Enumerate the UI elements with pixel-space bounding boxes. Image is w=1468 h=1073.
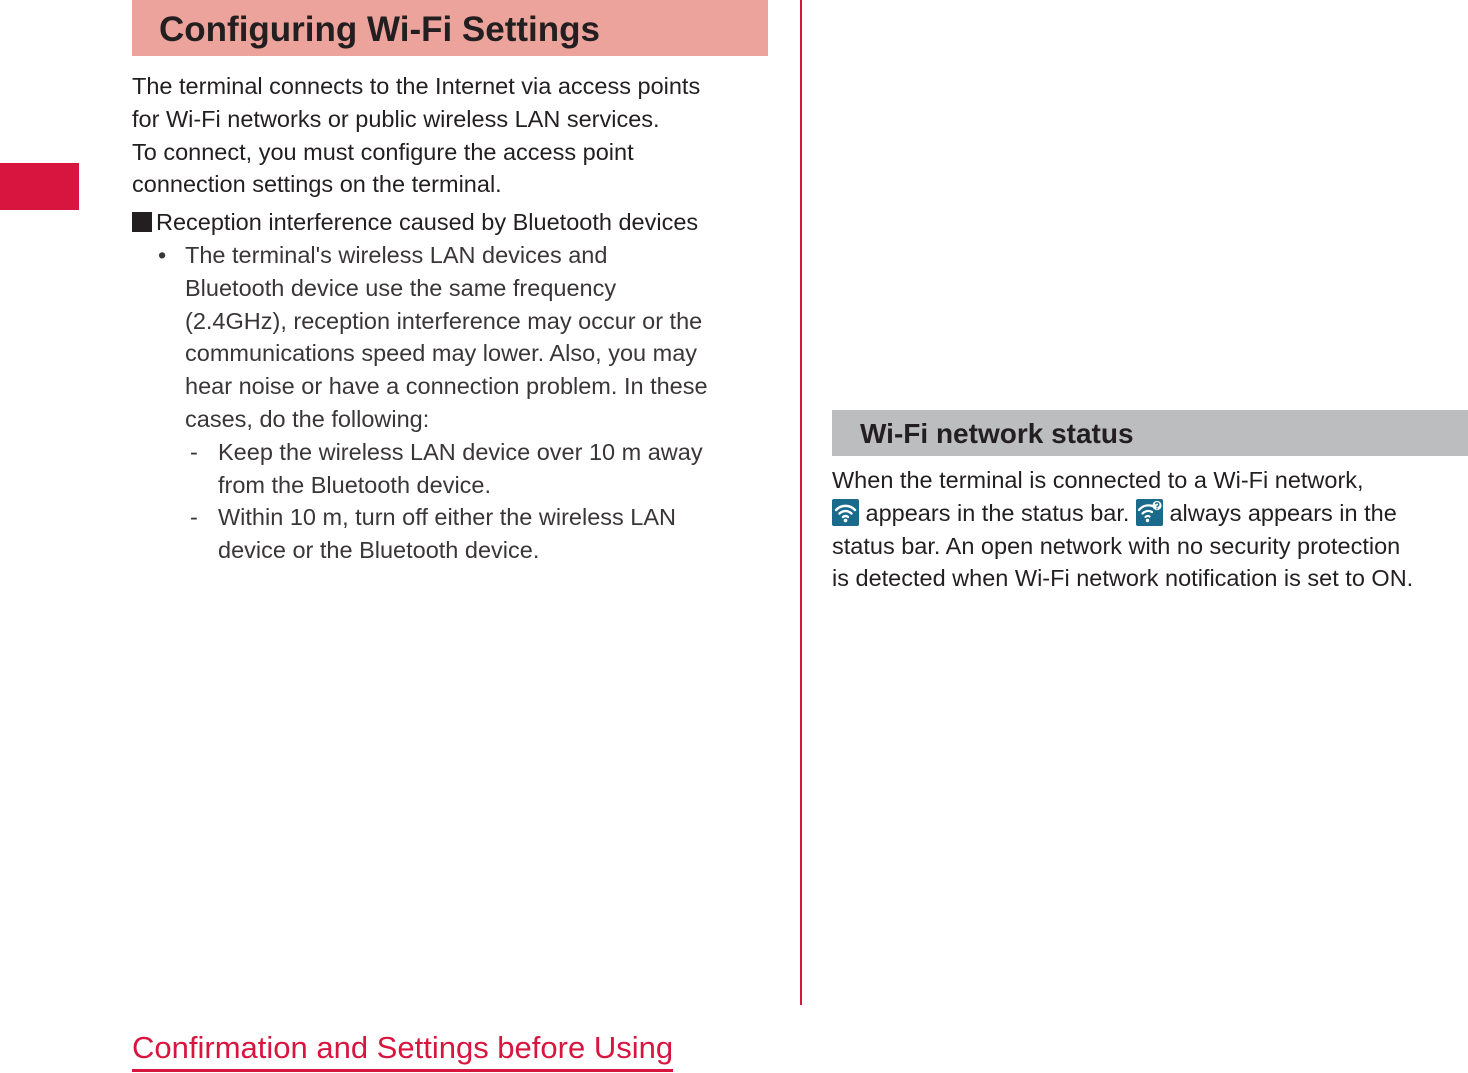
dash-line [132,501,768,534]
chapter-tab [0,163,79,210]
status-paragraph [832,464,1468,595]
section-heading: Wi-Fi network status [832,410,1468,456]
dash-mark: - [190,438,198,465]
status-line: When the terminal is connected to a Wi-Fi network, [832,467,1364,493]
note-title-text: Reception interference caused by Bluetooth devices [156,209,699,236]
dash-line [132,436,768,469]
intro-line: connection settings on the terminal. [132,171,502,198]
bullet-line [132,239,768,272]
intro-line: The terminal connects to the Internet via access points [132,73,701,99]
status-line: status bar. An open network with no security protection [832,532,1401,559]
bullet-line: Bluetooth device use the same frequency [185,274,617,301]
column-divider [800,0,802,1005]
status-text-segment: appears in the status bar. [859,499,1136,526]
intro-line: To connect, you must configure the access point [132,138,634,165]
wifi-open-network-icon [1136,499,1163,526]
note-title [132,206,768,239]
square-bullet-icon [132,212,152,232]
status-line [832,497,1468,530]
intro-paragraph [132,70,768,201]
status-text-segment: always appears in the [1162,499,1397,526]
dash-mark: - [190,504,198,531]
bullet-dot-icon: • [158,241,167,268]
bullet-text: The terminal's wireless LAN devices and [185,241,608,268]
bullet-line: hear noise or have a connection problem. In these [185,373,708,400]
bullet-line: communications speed may lower. Also, you may [185,340,698,367]
wifi-connected-icon [832,499,859,526]
dash-text: Keep the wireless LAN device over 10 m away [218,438,703,465]
bullet-item [132,239,768,436]
page-title: Configuring Wi-Fi Settings [132,0,768,56]
dash-text: Within 10 m, turn off either the wireless LAN [218,504,677,531]
bullet-line: cases, do the following: [185,405,430,432]
intro-line: for Wi-Fi networks or public wireless LAN services. [132,105,660,132]
chapter-title-footer: Confirmation and Settings before Using [132,1028,673,1072]
dash-line: from the Bluetooth device. [218,471,492,498]
bullet-line: (2.4GHz), reception interference may occur or the [185,307,703,334]
status-line: is detected when Wi-Fi network notification is set to ON. [832,565,1414,592]
dash-item [132,436,768,502]
left-column [132,0,768,567]
dash-item [132,501,768,567]
right-column [832,410,1468,595]
dash-line: device or the Bluetooth device. [218,537,540,564]
